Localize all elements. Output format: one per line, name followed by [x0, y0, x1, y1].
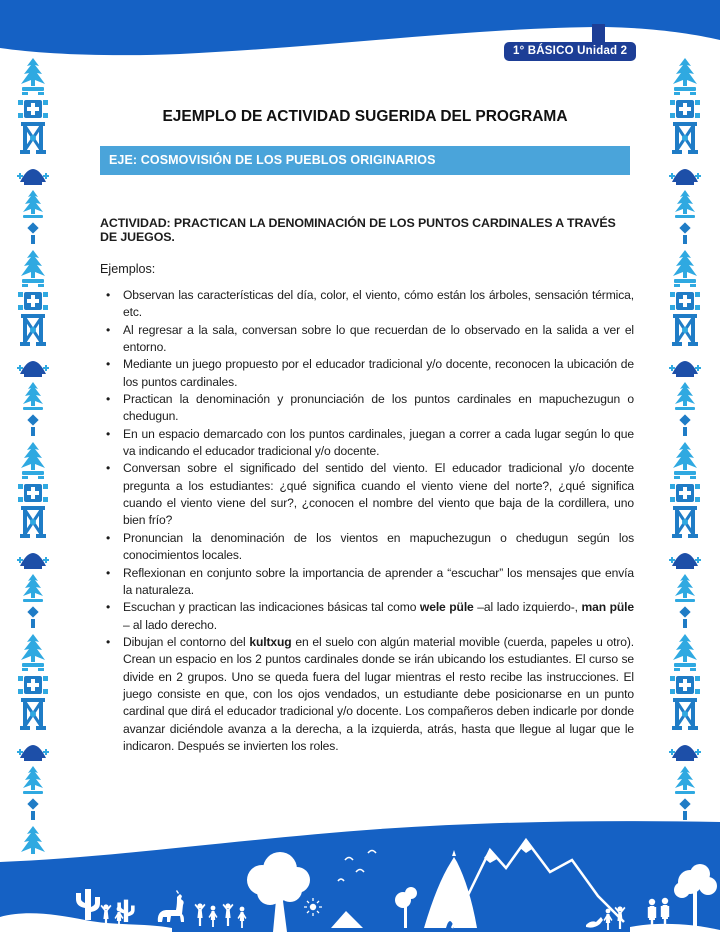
- activity-bullet-item: • Mediante un juego propuesto por el educador tradicional y/o docente, reconocen la ubicación de los puntos cardinales.: [100, 356, 634, 391]
- activity-bullet-item: • Pronuncian la denominación de los vientos en mapuchezugun o chedugun según los conocimientos locales.: [100, 530, 634, 565]
- activity-bullet-item: • Al regresar a la sala, conversan sobre lo que recuerdan de lo observado en la salida a ver el entorno.: [100, 322, 634, 357]
- activity-bullet-item: • Reflexionan en conjunto sobre la importancia de aprender a “escuchar” los mensajes que envía la naturaleza.: [100, 565, 634, 600]
- activity-bullet-item: • Dibujan el contorno del kultxug en el suelo con algún material movible (cuerda, papeles u otro). Crean un espacio en los 2 puntos cardinales donde se irán ubicando los estudiantes. El curso se divide en 2 grupos. Uno se queda fuera del lugar mientras el resto recibe las instrucciones. El juego consiste en que, con los ojos vendados, un estudiante debe posicionarse en un punto cardinal que dirá el educador tradicional y/o docente. Los compañeros deben indicarle por donde avanzar diciéndole avanza a la derecha, a la izquierda, atrás, hasta que llegue al lugar que le indicaron. Después se invierten los roles.: [100, 634, 634, 755]
- activity-bullet-item: • Conversan sobre el significado del sentido del viento. El educador tradicional y/o docente pregunta a los estudiantes: ¿qué significa cuando el viento viene del norte?, ¿qué significa cuando el viento viene del sur?, ¿conocen el nombre del viento que baja de la cordillera, uno bien frío?: [100, 460, 634, 529]
- axis-banner: EJE: COSMOVISIÓN DE LOS PUEBLOS ORIGINARIOS: [100, 146, 630, 175]
- unit-badge: 1° BÁSICO Unidad 2: [504, 42, 636, 61]
- activity-bullet-item: • Escuchan y practican las indicaciones básicas tal como wele püle –al lado izquierdo-, man püle – al lado derecho.: [100, 599, 634, 634]
- left-border-pattern: [16, 56, 50, 854]
- activity-bullet-item: • Observan las características del día, color, el viento, cómo están los árboles, sensación térmica, etc.: [100, 287, 634, 322]
- footer-landscape-illustration: [0, 820, 720, 932]
- right-border-pattern: [668, 56, 702, 820]
- activity-title: ACTIVIDAD: PRACTICAN LA DENOMINACIÓN DE LOS PUNTOS CARDINALES A TRAVÉS DE JUEGOS.: [100, 216, 616, 244]
- activity-bullet-item: • En un espacio demarcado con los puntos cardinales, juegan a correr a cada lugar según lo que va indicando el educador tradicional y/o docente.: [100, 426, 634, 461]
- activity-bullet-item: • Practican la denominación y pronunciación de los puntos cardinales en mapuchezugun o chedugun.: [100, 391, 634, 426]
- activity-bullet-list: [100, 287, 634, 755]
- examples-label: Ejemplos:: [100, 262, 156, 276]
- page-title: EJEMPLO DE ACTIVIDAD SUGERIDA DEL PROGRAMA: [162, 108, 568, 125]
